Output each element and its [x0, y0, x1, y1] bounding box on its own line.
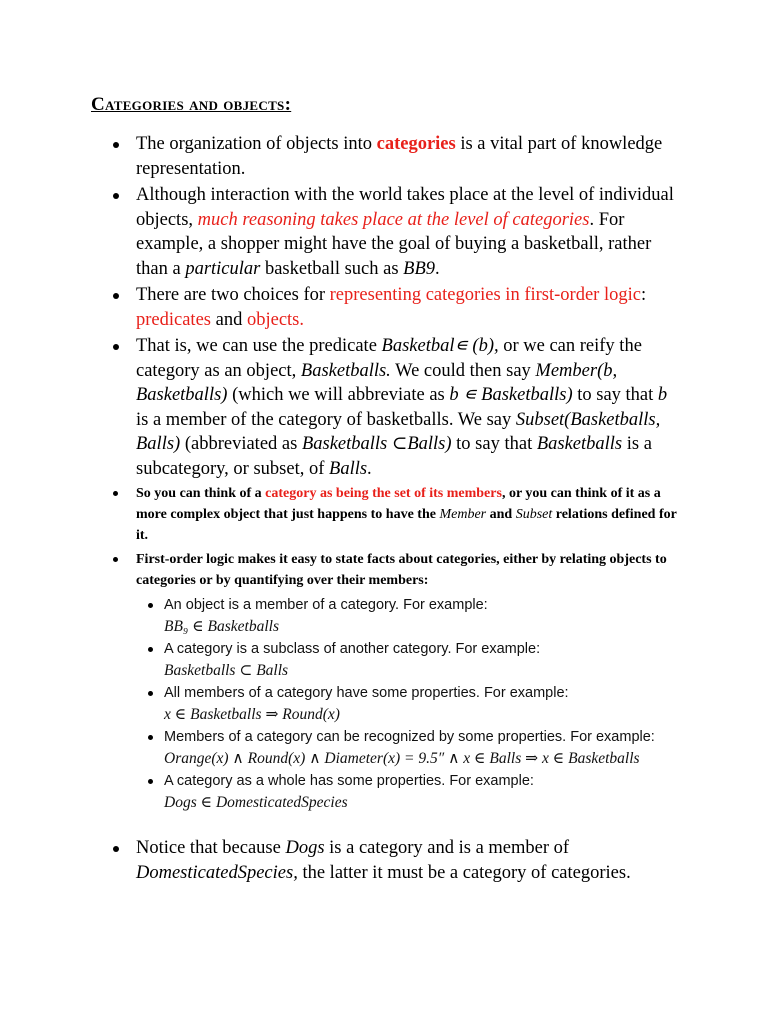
- list-item: [104, 483, 684, 546]
- example-formula: Basketballs ⊂ Balls: [164, 662, 289, 679]
- list-item: [104, 334, 684, 481]
- text: (which we will abbreviate as: [227, 385, 450, 405]
- emphasis: Basketbal∊ (b),: [381, 336, 499, 356]
- highlight: objects.: [246, 309, 304, 330]
- text: We could then say: [390, 360, 536, 381]
- text: So you can think of a: [136, 486, 266, 501]
- example-formula: Dogs ∈ DomesticatedSpecies: [164, 794, 348, 811]
- example-text: A category as a whole has some properties. For example:: [164, 773, 534, 789]
- text: :: [640, 285, 647, 305]
- list-item: [104, 183, 684, 281]
- emphasis: DomesticatedSpecies,: [136, 862, 298, 883]
- highlight: category as being the set of its members: [265, 486, 502, 501]
- emphasis: particular: [185, 258, 261, 279]
- example-item: [136, 638, 684, 682]
- text: to say that: [572, 385, 658, 405]
- example-item: [136, 726, 684, 770]
- text: is a subcategory, or subset, of: [136, 434, 652, 479]
- example-formula: BB₉ ∈ Basketballs: [164, 618, 280, 635]
- text: The organization of objects into: [136, 134, 377, 154]
- example-formula: x ∈ Basketballs ⇒ Round(x): [164, 706, 340, 723]
- text: (abbreviated as: [180, 434, 302, 454]
- emphasis: Basketballs: [536, 434, 623, 454]
- text: to say that: [451, 434, 537, 454]
- example-text: A category is a subclass of another category. For example:: [164, 641, 541, 657]
- list-item: [104, 836, 684, 885]
- list-item: [104, 549, 684, 814]
- list-item: [104, 132, 684, 181]
- emphasis: Subset: [515, 507, 553, 522]
- example-item: [136, 682, 684, 726]
- text: There are two choices for: [136, 285, 330, 305]
- text: is a member of the category of basketballs. We say: [136, 409, 516, 430]
- text: relations defined for it.: [136, 507, 677, 543]
- highlight: predicates: [136, 309, 211, 330]
- emphasis: Dogs: [285, 838, 325, 858]
- text: .: [367, 458, 372, 479]
- emphasis: BB9: [403, 258, 436, 279]
- text: and: [486, 507, 516, 522]
- text: First-order logic makes it easy to state facts about categories, either by relating objects to categories or by quantifying over their members:: [136, 552, 667, 588]
- text: . For example, a shopper might have the goal of buying a basketball, rather than a: [136, 209, 652, 279]
- highlight: categories: [376, 134, 456, 154]
- text: .: [435, 258, 440, 279]
- emphasis: b: [657, 385, 668, 405]
- emphasis: b ∊ Basketballs): [449, 385, 573, 405]
- example-text: Members of a category can be recognized by some properties. For example:: [164, 729, 655, 745]
- emphasis: Member(b, Basketballs): [136, 360, 618, 405]
- section-title: Categories and objects:: [91, 94, 292, 115]
- emphasis: Basketballs.: [300, 360, 391, 381]
- text: Although interaction with the world takes place at the level of individual objects,: [136, 185, 674, 230]
- text: is a category and is a member of: [324, 838, 570, 858]
- example-formula: Orange(x) ∧ Round(x) ∧ Diameter(x) = 9.5″ ∧ x ∈ Balls ⇒ x ∈ Basketballs: [164, 750, 640, 767]
- highlight: representing categories in first-order logic: [329, 285, 641, 305]
- list-item: [104, 283, 684, 332]
- emphasis: Basketballs ⊂Balls): [301, 434, 452, 454]
- example-item: [136, 770, 684, 814]
- text: is a vital part of knowledge representation.: [136, 134, 663, 179]
- highlight: much reasoning takes place at the level of categories: [197, 209, 590, 230]
- example-item: [136, 594, 684, 638]
- example-list: [136, 594, 684, 814]
- text: Notice that because: [136, 838, 286, 858]
- example-text: An object is a member of a category. For example:: [164, 597, 488, 613]
- text: or we can reify the category as an object,: [136, 336, 642, 381]
- text: , or you can think of it as a more complex object that just happens to have the: [136, 486, 661, 522]
- text: That is, we can use the predicate: [136, 336, 382, 356]
- bullet-list: [104, 132, 684, 887]
- emphasis: Member: [439, 507, 487, 522]
- text: basketball such as: [260, 258, 404, 279]
- text: and: [211, 309, 247, 330]
- text: the latter it must be a category of categories.: [297, 862, 631, 883]
- emphasis: Balls: [329, 458, 368, 479]
- example-text: All members of a category have some properties. For example:: [164, 685, 569, 701]
- emphasis: Subset(Basketballs, Balls): [136, 409, 661, 454]
